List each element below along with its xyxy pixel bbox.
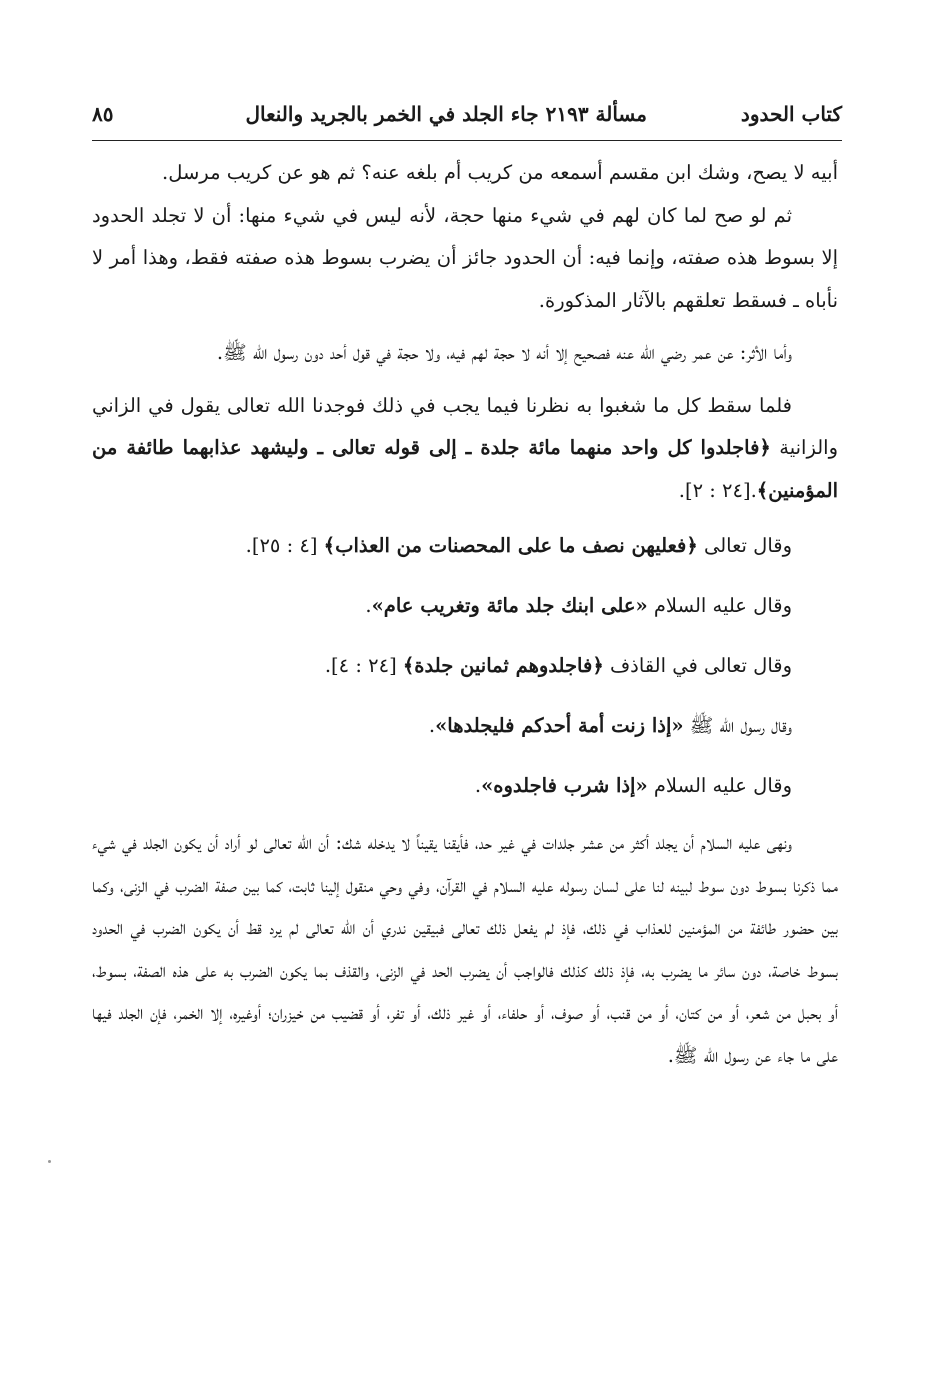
quote-zina: ﴿فاجلدوا كل واحد منهما مائة جلدة ـ إلى قوله تعالى ـ وليشهد عذابهما طائفة من المؤمنين﴾	[92, 436, 838, 502]
page-number: ٨٥	[92, 102, 114, 126]
scan-speck	[48, 1160, 51, 1163]
book-title: كتاب الحدود	[740, 102, 842, 126]
paragraph-quran-zina: فلما سقط كل ما شغبوا به نظرنا فيما يجب في ذلك فوجدنا الله تعالى يقول في الزاني والزانية ﴿فاجلدوا كل واحد منهما مائة جلدة ـ إلى قوله تعالى ـ وليشهد عذابهما طائفة من المؤمنين﴾.[٢٤ : ٢].	[92, 393, 838, 502]
quote-line-muhsanat: وقال تعالى ﴿فعليهن نصف ما على المحصنات من العذاب﴾ [٤ : ٢٥].	[245, 534, 792, 557]
quote-line-qadhf: وقال تعالى في القاذف ﴿فاجلدوهم ثمانين جلدة﴾ [٢٤ : ٤].	[324, 654, 792, 677]
page-body	[92, 152, 838, 1077]
quote-line-ama: وقال رسول الله ﷺ «إذا زنت أمة أحدكم فليجلدها».	[428, 714, 792, 737]
paragraph-continuation: أبيه لا يصح، وشك ابن مقسم أسمعه من كريب أم بلغه عنه؟ ثم هو عن كريب مرسل.	[162, 161, 838, 184]
header-divider	[92, 140, 842, 141]
paragraph-argument: ثم لو صح لما كان لهم في شيء منها حجة، لأنه ليس في شيء منها: أن لا تجلد الحدود إلا بسوط هذه صفته، وإنما فيه: أن الحدود جائز أن يضرب بسوط هذه صفته فقط، وهذا أمر لا نأباه ـ فسقط تعلقهم بالآثار المذكورة.	[92, 203, 838, 312]
page-header	[92, 96, 842, 132]
issue-title: مسألة ٢١٩٣ جاء الجلد في الخمر بالجريد والنعال	[245, 102, 647, 126]
paragraph-athar: وأما الأثر: عن عمر رضي الله عنه فصحيح إلا أنه لا حجة لهم فيه، ولا حجة في قول أحد دون رسول الله ﷺ.	[216, 341, 792, 364]
quote-line-khamr: وقال عليه السلام «إذا شرب فاجلدوه».	[474, 774, 792, 797]
paragraph-conclusion: ونهى عليه السلام أن يجلد أكثر من عشر جلدات في غير حد، فأيقنا يقيناً لا يدخله شك: أن الله تعالى لو أراد أن يكون الجلد في شيء مما ذكرنا بسوط دون سوط لبينه لنا على لسان رسوله عليه السلام في القرآن، وفي وحي منقول إلينا ثابت، كما بين صفة الضرب في الزنى، وكما بين حضور طائفة من المؤمنين للعذاب في ذلك، فإذ لم يفعل ذلك تعالى فبيقين ندري أن الله تعالى لم يرد قط أن يكون الضرب في الحدود بسوط خاصة، دون سائر ما يضرب به، فإذ ذلك كذلك فالواجب أن يضرب الحد في الزنى، والقذف بما يكون الضرب به على هذه الصفة، بسوط، أو بحبل من شعر، أو من كتان، أو من قنب، أو صوف، أو حلفاء، أو غير ذلك، أو تفر، أو قضيب من خيزران؛ أوغيره، إلا الخمر، فإن الجلد فيها على ما جاء عن رسول الله ﷺ.	[92, 831, 838, 1067]
quote-line-taghrib: وقال عليه السلام «على ابنك جلد مائة وتغريب عام».	[365, 594, 792, 617]
